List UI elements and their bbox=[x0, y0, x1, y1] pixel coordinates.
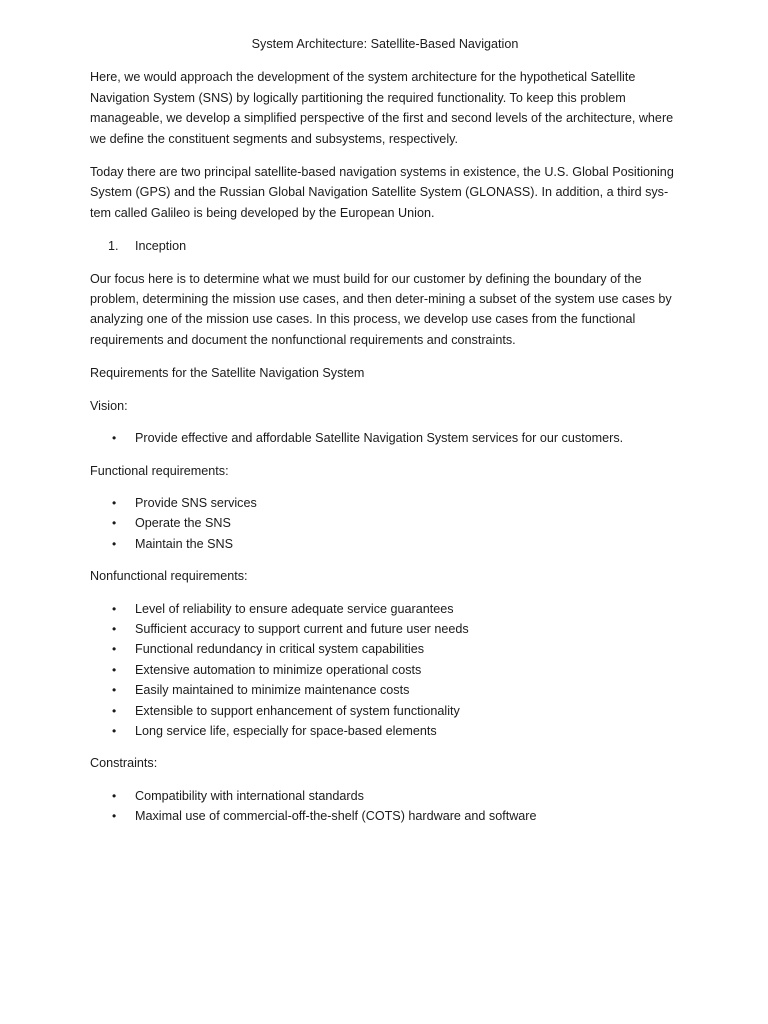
nonfunctional-list bbox=[90, 599, 680, 742]
list-item-text: Operate the SNS bbox=[135, 516, 231, 531]
intro-paragraph: Here, we would approach the development of the system architecture for the hypothetical Satellite Navigation System (SNS) by logically partitioning the required functionality. To keep this problem manageable, we develop a simplified perspective of the first and second levels of the architecture, where we define the constituent segments and subsystems, respectively. bbox=[90, 70, 674, 146]
bullet-icon: • bbox=[112, 536, 117, 551]
list-item-text: Functional redundancy in critical system capabilities bbox=[135, 642, 425, 657]
inception-paragraph: Our focus here is to determine what we must build for our customer by defining the boundary of the problem, determining the mission use cases, and then deter-mining a subset of the system use cases by analyzing one of the mission use cases. In this process, we develop use cases from the functional requirements and document the nonfunctional requirements and constraints. bbox=[90, 271, 672, 347]
list-item-text: Provide SNS services bbox=[135, 495, 257, 510]
list-item-text: Level of reliability to ensure adequate service guarantees bbox=[135, 601, 454, 616]
functional-label: Functional requirements: bbox=[90, 463, 229, 478]
list-item bbox=[90, 428, 680, 448]
bullet-icon: • bbox=[112, 723, 117, 738]
bullet-icon: • bbox=[112, 809, 117, 824]
list-item-text: Sufficient accuracy to support current and future user needs bbox=[135, 621, 469, 636]
requirements-heading: Requirements for the Satellite Navigation System bbox=[90, 366, 365, 381]
list-item bbox=[90, 701, 680, 721]
bullet-icon: • bbox=[112, 788, 117, 803]
functional-list bbox=[90, 493, 680, 554]
vision-label: Vision: bbox=[90, 398, 128, 413]
list-item-text: Compatibility with international standards bbox=[135, 788, 364, 803]
list-item-text: Maximal use of commercial-off-the-shelf (COTS) hardware and software bbox=[135, 809, 537, 824]
constraints-label: Constraints: bbox=[90, 756, 158, 771]
vision-list bbox=[90, 428, 680, 448]
section-title: Inception bbox=[135, 239, 187, 254]
list-item bbox=[90, 534, 680, 554]
list-item bbox=[90, 786, 680, 806]
list-item bbox=[90, 493, 680, 513]
list-item bbox=[90, 660, 680, 680]
nonfunctional-label: Nonfunctional requirements: bbox=[90, 569, 248, 584]
list-item bbox=[90, 721, 680, 741]
list-item bbox=[90, 619, 680, 639]
bullet-icon: • bbox=[112, 495, 117, 510]
list-item-text: Provide effective and affordable Satellite Navigation System services for our customers. bbox=[135, 431, 624, 446]
bullet-icon: • bbox=[112, 683, 117, 698]
bullet-icon: • bbox=[112, 431, 117, 446]
document-page bbox=[90, 34, 680, 839]
list-item bbox=[90, 680, 680, 700]
list-item-text: Long service life, especially for space-based elements bbox=[135, 723, 437, 738]
list-item-text: Extensible to support enhancement of system functionality bbox=[135, 703, 460, 718]
constraints-list bbox=[90, 786, 680, 827]
section-heading-inception bbox=[90, 236, 680, 256]
document-title: System Architecture: Satellite-Based Navigation bbox=[251, 37, 519, 51]
bullet-icon: • bbox=[112, 621, 117, 636]
bullet-icon: • bbox=[112, 516, 117, 531]
list-item-text: Extensive automation to minimize operational costs bbox=[135, 662, 422, 677]
list-item-text: Maintain the SNS bbox=[135, 536, 234, 551]
context-paragraph: Today there are two principal satellite-based navigation systems in existence, the U.S. Global Positioning System (GPS) and the Russian Global Navigation Satellite System (GLONASS). In addition, a third sys-tem called Galileo is being developed by the European Union. bbox=[90, 165, 674, 220]
list-item bbox=[90, 513, 680, 533]
bullet-icon: • bbox=[112, 601, 117, 616]
list-item bbox=[90, 639, 680, 659]
list-item bbox=[90, 806, 680, 826]
bullet-icon: • bbox=[112, 703, 117, 718]
list-item bbox=[90, 599, 680, 619]
bullet-icon: • bbox=[112, 662, 117, 677]
bullet-icon: • bbox=[112, 642, 117, 657]
section-number: 1. bbox=[108, 239, 119, 254]
list-item-text: Easily maintained to minimize maintenance costs bbox=[135, 683, 410, 698]
